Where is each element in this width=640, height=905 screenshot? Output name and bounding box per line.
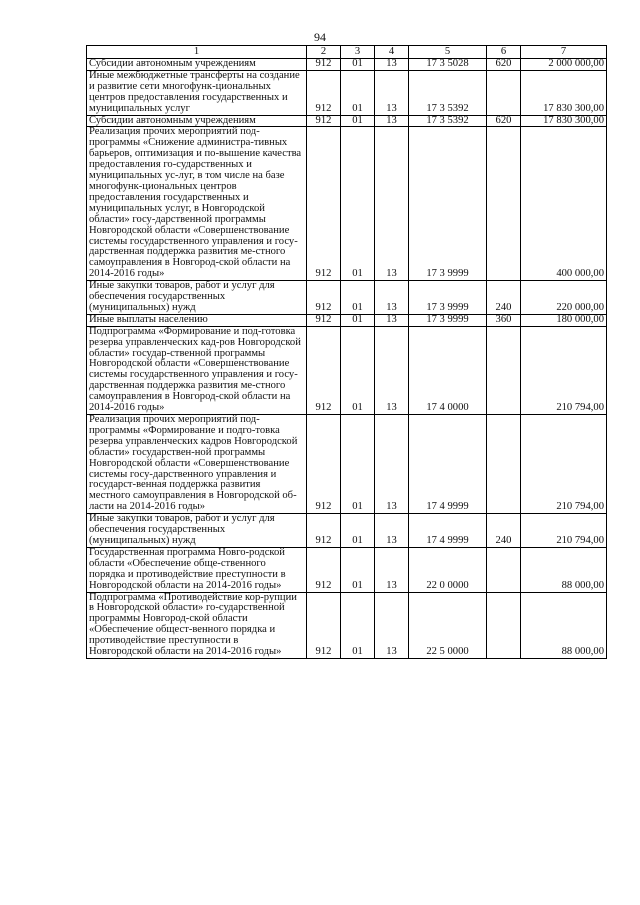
table-row bbox=[87, 314, 607, 326]
code-cell-6: 620 bbox=[487, 115, 521, 127]
amount-cell: 2 000 000,00 bbox=[521, 59, 607, 71]
amount-cell: 220 000,00 bbox=[521, 281, 607, 315]
amount-cell: 17 830 300,00 bbox=[521, 70, 607, 115]
code-cell-5: 22 5 0000 bbox=[409, 592, 487, 658]
code-cell-4: 13 bbox=[375, 514, 409, 548]
table-row bbox=[87, 326, 607, 414]
code-cell-3: 01 bbox=[341, 326, 375, 414]
code-cell-5: 17 4 0000 bbox=[409, 326, 487, 414]
item-name-cell: Иные закупки товаров, работ и услуг для обеспечения государственных (муниципальных) нужд bbox=[87, 281, 307, 315]
code-cell-2: 912 bbox=[307, 547, 341, 592]
code-cell-4: 13 bbox=[375, 59, 409, 71]
code-cell-5: 17 4 9999 bbox=[409, 514, 487, 548]
code-cell-2: 912 bbox=[307, 415, 341, 514]
item-name-cell: Субсидии автономным учреждениям bbox=[87, 115, 307, 127]
code-cell-4: 13 bbox=[375, 281, 409, 315]
code-cell-2: 912 bbox=[307, 592, 341, 658]
code-cell-6: 240 bbox=[487, 281, 521, 315]
code-cell-4: 13 bbox=[375, 326, 409, 414]
column-header: 6 bbox=[487, 46, 521, 59]
code-cell-5: 22 0 0000 bbox=[409, 547, 487, 592]
table-row bbox=[87, 592, 607, 658]
page-number: 94 bbox=[314, 30, 326, 44]
code-cell-5: 17 3 5392 bbox=[409, 115, 487, 127]
code-cell-5: 17 3 5028 bbox=[409, 59, 487, 71]
budget-table bbox=[86, 45, 607, 659]
code-cell-3: 01 bbox=[341, 547, 375, 592]
code-cell-3: 01 bbox=[341, 115, 375, 127]
code-cell-6 bbox=[487, 70, 521, 115]
amount-cell: 210 794,00 bbox=[521, 326, 607, 414]
table-row bbox=[87, 415, 607, 514]
header-row bbox=[87, 46, 607, 59]
code-cell-4: 13 bbox=[375, 415, 409, 514]
code-cell-6 bbox=[487, 127, 521, 281]
item-name-cell: Иные межбюджетные трансферты на создание и развитие сети многофунк-циональных центров предоставления государственных и муниципальных услуг bbox=[87, 70, 307, 115]
amount-cell: 180 000,00 bbox=[521, 314, 607, 326]
amount-cell: 17 830 300,00 bbox=[521, 115, 607, 127]
code-cell-3: 01 bbox=[341, 592, 375, 658]
code-cell-2: 912 bbox=[307, 314, 341, 326]
code-cell-3: 01 bbox=[341, 514, 375, 548]
code-cell-2: 912 bbox=[307, 514, 341, 548]
code-cell-5: 17 4 9999 bbox=[409, 415, 487, 514]
amount-cell: 88 000,00 bbox=[521, 592, 607, 658]
item-name-cell: Государственная программа Новго-родской области «Обеспечение обще-ственного порядка и противодействие преступности в Новгородской области на 2014-2016 годы» bbox=[87, 547, 307, 592]
column-header: 2 bbox=[307, 46, 341, 59]
code-cell-6: 620 bbox=[487, 59, 521, 71]
code-cell-5: 17 3 9999 bbox=[409, 314, 487, 326]
column-header: 1 bbox=[87, 46, 307, 59]
code-cell-3: 01 bbox=[341, 59, 375, 71]
code-cell-3: 01 bbox=[341, 127, 375, 281]
table-row bbox=[87, 281, 607, 315]
item-name-cell: Субсидии автономным учреждениям bbox=[87, 59, 307, 71]
amount-cell: 400 000,00 bbox=[521, 127, 607, 281]
code-cell-2: 912 bbox=[307, 59, 341, 71]
code-cell-6 bbox=[487, 326, 521, 414]
column-header: 4 bbox=[375, 46, 409, 59]
amount-cell: 88 000,00 bbox=[521, 547, 607, 592]
code-cell-6: 360 bbox=[487, 314, 521, 326]
code-cell-2: 912 bbox=[307, 281, 341, 315]
code-cell-4: 13 bbox=[375, 547, 409, 592]
table-row bbox=[87, 59, 607, 71]
table-row bbox=[87, 514, 607, 548]
amount-cell: 210 794,00 bbox=[521, 415, 607, 514]
item-name-cell: Реализация прочих мероприятий под-программы «Снижение администра-тивных барьеров, оптимизация и по-вышение качества предоставления го-сударственных и муниципальных ус-луг, в том числе на базе многофунк-циональных центров предоставления государственных и муниципальных услуг, в Новгородской области» госу-дарственной программы Новгородской области «Совершенствование системы государственного управления и госу-дарственная поддержка развития ме-стного самоуправления в Новгород-ской области на 2014-2016 годы» bbox=[87, 127, 307, 281]
code-cell-6 bbox=[487, 592, 521, 658]
code-cell-6 bbox=[487, 547, 521, 592]
code-cell-5: 17 3 5392 bbox=[409, 70, 487, 115]
code-cell-4: 13 bbox=[375, 70, 409, 115]
column-header: 3 bbox=[341, 46, 375, 59]
code-cell-6 bbox=[487, 415, 521, 514]
code-cell-3: 01 bbox=[341, 70, 375, 115]
code-cell-2: 912 bbox=[307, 127, 341, 281]
amount-cell: 210 794,00 bbox=[521, 514, 607, 548]
table-row bbox=[87, 115, 607, 127]
column-header: 5 bbox=[409, 46, 487, 59]
table-row bbox=[87, 547, 607, 592]
table-row bbox=[87, 127, 607, 281]
item-name-cell: Реализация прочих мероприятий под-программы «Формирование и подго-товка резерва управленческих кадров Новгородской области» государствен-ной программы Новгородской области «Совершенствование системы госу-дарственного управления и государст-венная поддержка развития местного самоуправления в Новгородской об-ласти на 2014-2016 годы» bbox=[87, 415, 307, 514]
code-cell-5: 17 3 9999 bbox=[409, 127, 487, 281]
item-name-cell: Подпрограмма «Противодействие кор-рупции в Новгородской области» го-сударственной программы Новгород-ской области «Обеспечение общест-венного порядка и противодействие преступности в Новгородской области на 2014-2016 годы» bbox=[87, 592, 307, 658]
code-cell-4: 13 bbox=[375, 127, 409, 281]
code-cell-3: 01 bbox=[341, 314, 375, 326]
code-cell-3: 01 bbox=[341, 281, 375, 315]
code-cell-2: 912 bbox=[307, 70, 341, 115]
code-cell-2: 912 bbox=[307, 326, 341, 414]
item-name-cell: Подпрограмма «Формирование и под-готовка резерва управленческих кад-ров Новгородской области» государ-ственной программы Новгородской области «Совершенствование системы государственного управления и госу-дарственная поддержка развития ме-стного самоуправления в Новгород-ской области на 2014-2016 годы» bbox=[87, 326, 307, 414]
code-cell-5: 17 3 9999 bbox=[409, 281, 487, 315]
code-cell-6: 240 bbox=[487, 514, 521, 548]
column-header: 7 bbox=[521, 46, 607, 59]
item-name-cell: Иные закупки товаров, работ и услуг для обеспечения государственных (муниципальных) нужд bbox=[87, 514, 307, 548]
table-row bbox=[87, 70, 607, 115]
code-cell-4: 13 bbox=[375, 115, 409, 127]
code-cell-4: 13 bbox=[375, 314, 409, 326]
code-cell-4: 13 bbox=[375, 592, 409, 658]
code-cell-2: 912 bbox=[307, 115, 341, 127]
code-cell-3: 01 bbox=[341, 415, 375, 514]
item-name-cell: Иные выплаты населению bbox=[87, 314, 307, 326]
